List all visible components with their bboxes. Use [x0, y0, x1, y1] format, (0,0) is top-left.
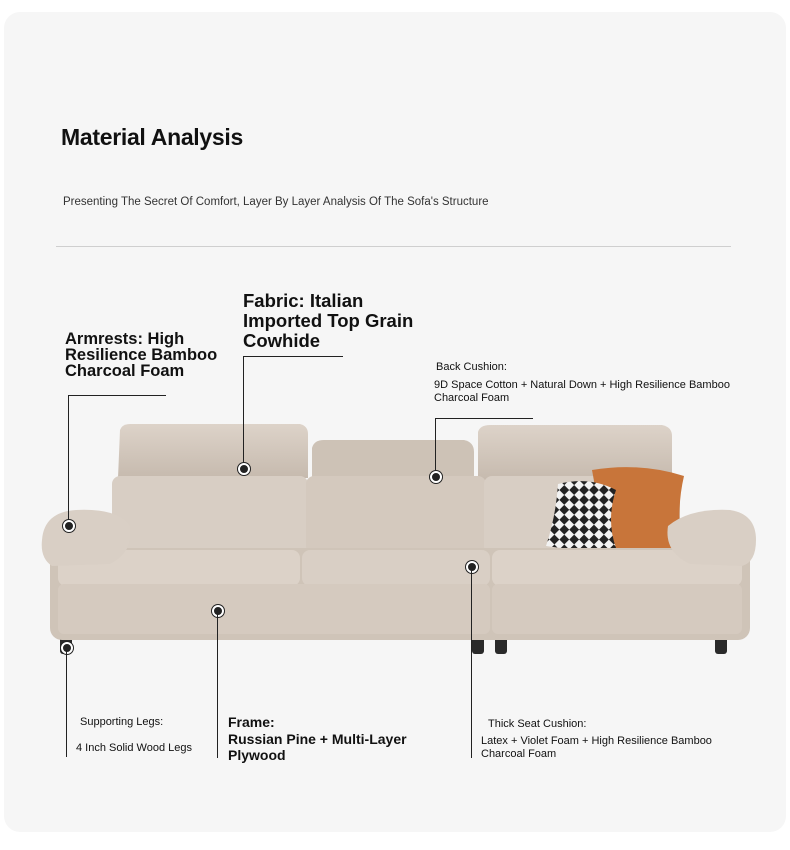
armrests-line-1: Armrests: High — [65, 330, 185, 348]
armrests-label — [65, 331, 217, 379]
seat-front-left — [58, 584, 490, 634]
seat-cushion-detail — [481, 735, 712, 761]
back-cushion-label: Back Cushion: — [436, 361, 507, 373]
backrest-middle — [306, 476, 486, 554]
armrest-right — [667, 510, 756, 566]
armrests-leader-h — [68, 395, 166, 396]
frame-marker — [212, 605, 224, 617]
seat-cushion-middle — [302, 550, 490, 586]
back-cushion-left — [118, 424, 308, 478]
fabric-line-1: Fabric: Italian — [243, 290, 364, 311]
back-cushion-leader-h — [435, 418, 533, 419]
fabric-leader-h — [243, 356, 343, 357]
back-cushion-detail-1: 9D Space Cotton + Natural Down + High Resilience Bamboo — [434, 379, 730, 391]
frame-line-1: Frame: — [228, 714, 275, 730]
seat-cushion-leader-v — [471, 566, 472, 758]
frame-line-3: Plywood — [228, 747, 286, 763]
armrests-line-2: Resilience Bamboo — [65, 346, 218, 364]
armrest-left — [42, 510, 131, 566]
back-cushion-marker — [430, 471, 442, 483]
seat-cushion-detail-1: Latex + Violet Foam + High Resilience Bamboo — [481, 735, 712, 747]
seat-cushion-label: Thick Seat Cushion: — [488, 718, 587, 730]
fabric-leader-v — [243, 356, 244, 468]
backrest-left — [112, 476, 308, 554]
back-cushion-middle — [312, 440, 474, 478]
fabric-marker — [238, 463, 250, 475]
frame-label — [228, 714, 407, 764]
legs-detail: 4 Inch Solid Wood Legs — [76, 742, 192, 754]
fabric-label — [243, 291, 413, 351]
back-cushion-detail — [434, 379, 730, 405]
seat-cushion-marker — [466, 561, 478, 573]
armrests-line-3: Charcoal Foam — [65, 362, 185, 380]
fabric-line-2: Imported Top Grain — [243, 310, 414, 331]
back-cushion-leader-v — [435, 418, 436, 476]
seat-cushion-detail-2: Charcoal Foam — [481, 748, 557, 760]
page-subtitle: Presenting The Secret Of Comfort, Layer By Layer Analysis Of The Sofa's Structure — [63, 196, 489, 208]
legs-marker — [61, 642, 73, 654]
legs-label: Supporting Legs: — [80, 716, 164, 728]
legs-leader-v — [66, 647, 67, 757]
frame-line-2: Russian Pine + Multi-Layer — [228, 730, 407, 747]
armrests-marker — [63, 520, 75, 532]
armrests-leader-v — [68, 395, 69, 525]
seat-front-right — [492, 584, 742, 634]
back-cushion-detail-2: Charcoal Foam — [434, 392, 510, 404]
frame-leader-v — [217, 610, 218, 758]
page-title: Material Analysis — [61, 124, 243, 150]
fabric-line-3: Cowhide — [243, 330, 321, 351]
